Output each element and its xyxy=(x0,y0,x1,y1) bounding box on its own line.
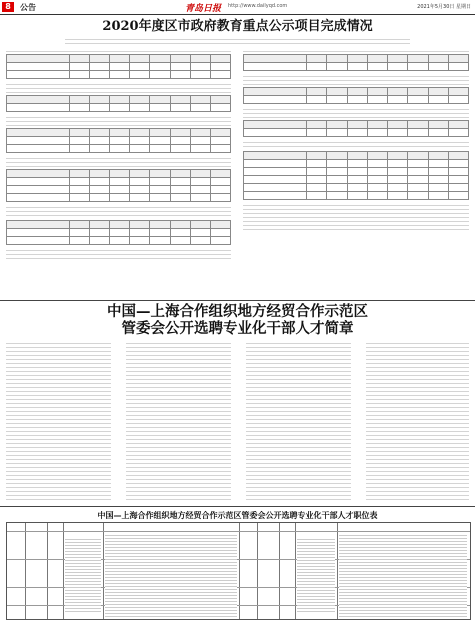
masthead xyxy=(0,0,475,15)
article2-column-1 xyxy=(6,340,111,503)
article1-intro xyxy=(65,36,410,46)
article2-column-3 xyxy=(246,340,351,503)
progress-table-9 xyxy=(243,151,469,200)
issue-date: 2021年5月30日 星期日 xyxy=(417,4,471,10)
progress-table-3 xyxy=(6,128,231,153)
job-position-table xyxy=(6,522,471,620)
progress-table-7 xyxy=(243,87,469,104)
article1-left-column xyxy=(6,48,231,261)
job-table-title: 中国—上海合作组织地方经贸合作示范区管委会公开选聘专业化干部人才职位表 xyxy=(97,511,378,520)
page-number: 8 xyxy=(2,2,14,12)
progress-table-1 xyxy=(6,54,231,79)
section-divider xyxy=(0,300,475,301)
article2-title-line1: 中国—上海合作组织地方经贸合作示范区 xyxy=(107,303,368,320)
progress-table-5 xyxy=(6,220,231,245)
article1-title: 2020年度区市政府教育重点公示项目完成情况 xyxy=(102,19,373,34)
progress-table-8 xyxy=(243,120,469,137)
newspaper-logo: 青岛日报 xyxy=(185,4,222,14)
progress-table-6 xyxy=(243,54,469,71)
article2-title-line2: 管委会公开选聘专业化干部人才简章 xyxy=(121,320,354,337)
section-name: 公告 xyxy=(20,3,36,12)
section-divider-2 xyxy=(0,506,475,507)
article2-column-4 xyxy=(366,340,469,503)
article1-right-column xyxy=(243,48,469,230)
article2-column-2 xyxy=(126,340,231,503)
newspaper-url[interactable]: http://www.dailyqd.com xyxy=(228,3,288,9)
progress-table-4 xyxy=(6,169,231,202)
progress-table-2 xyxy=(6,95,231,112)
